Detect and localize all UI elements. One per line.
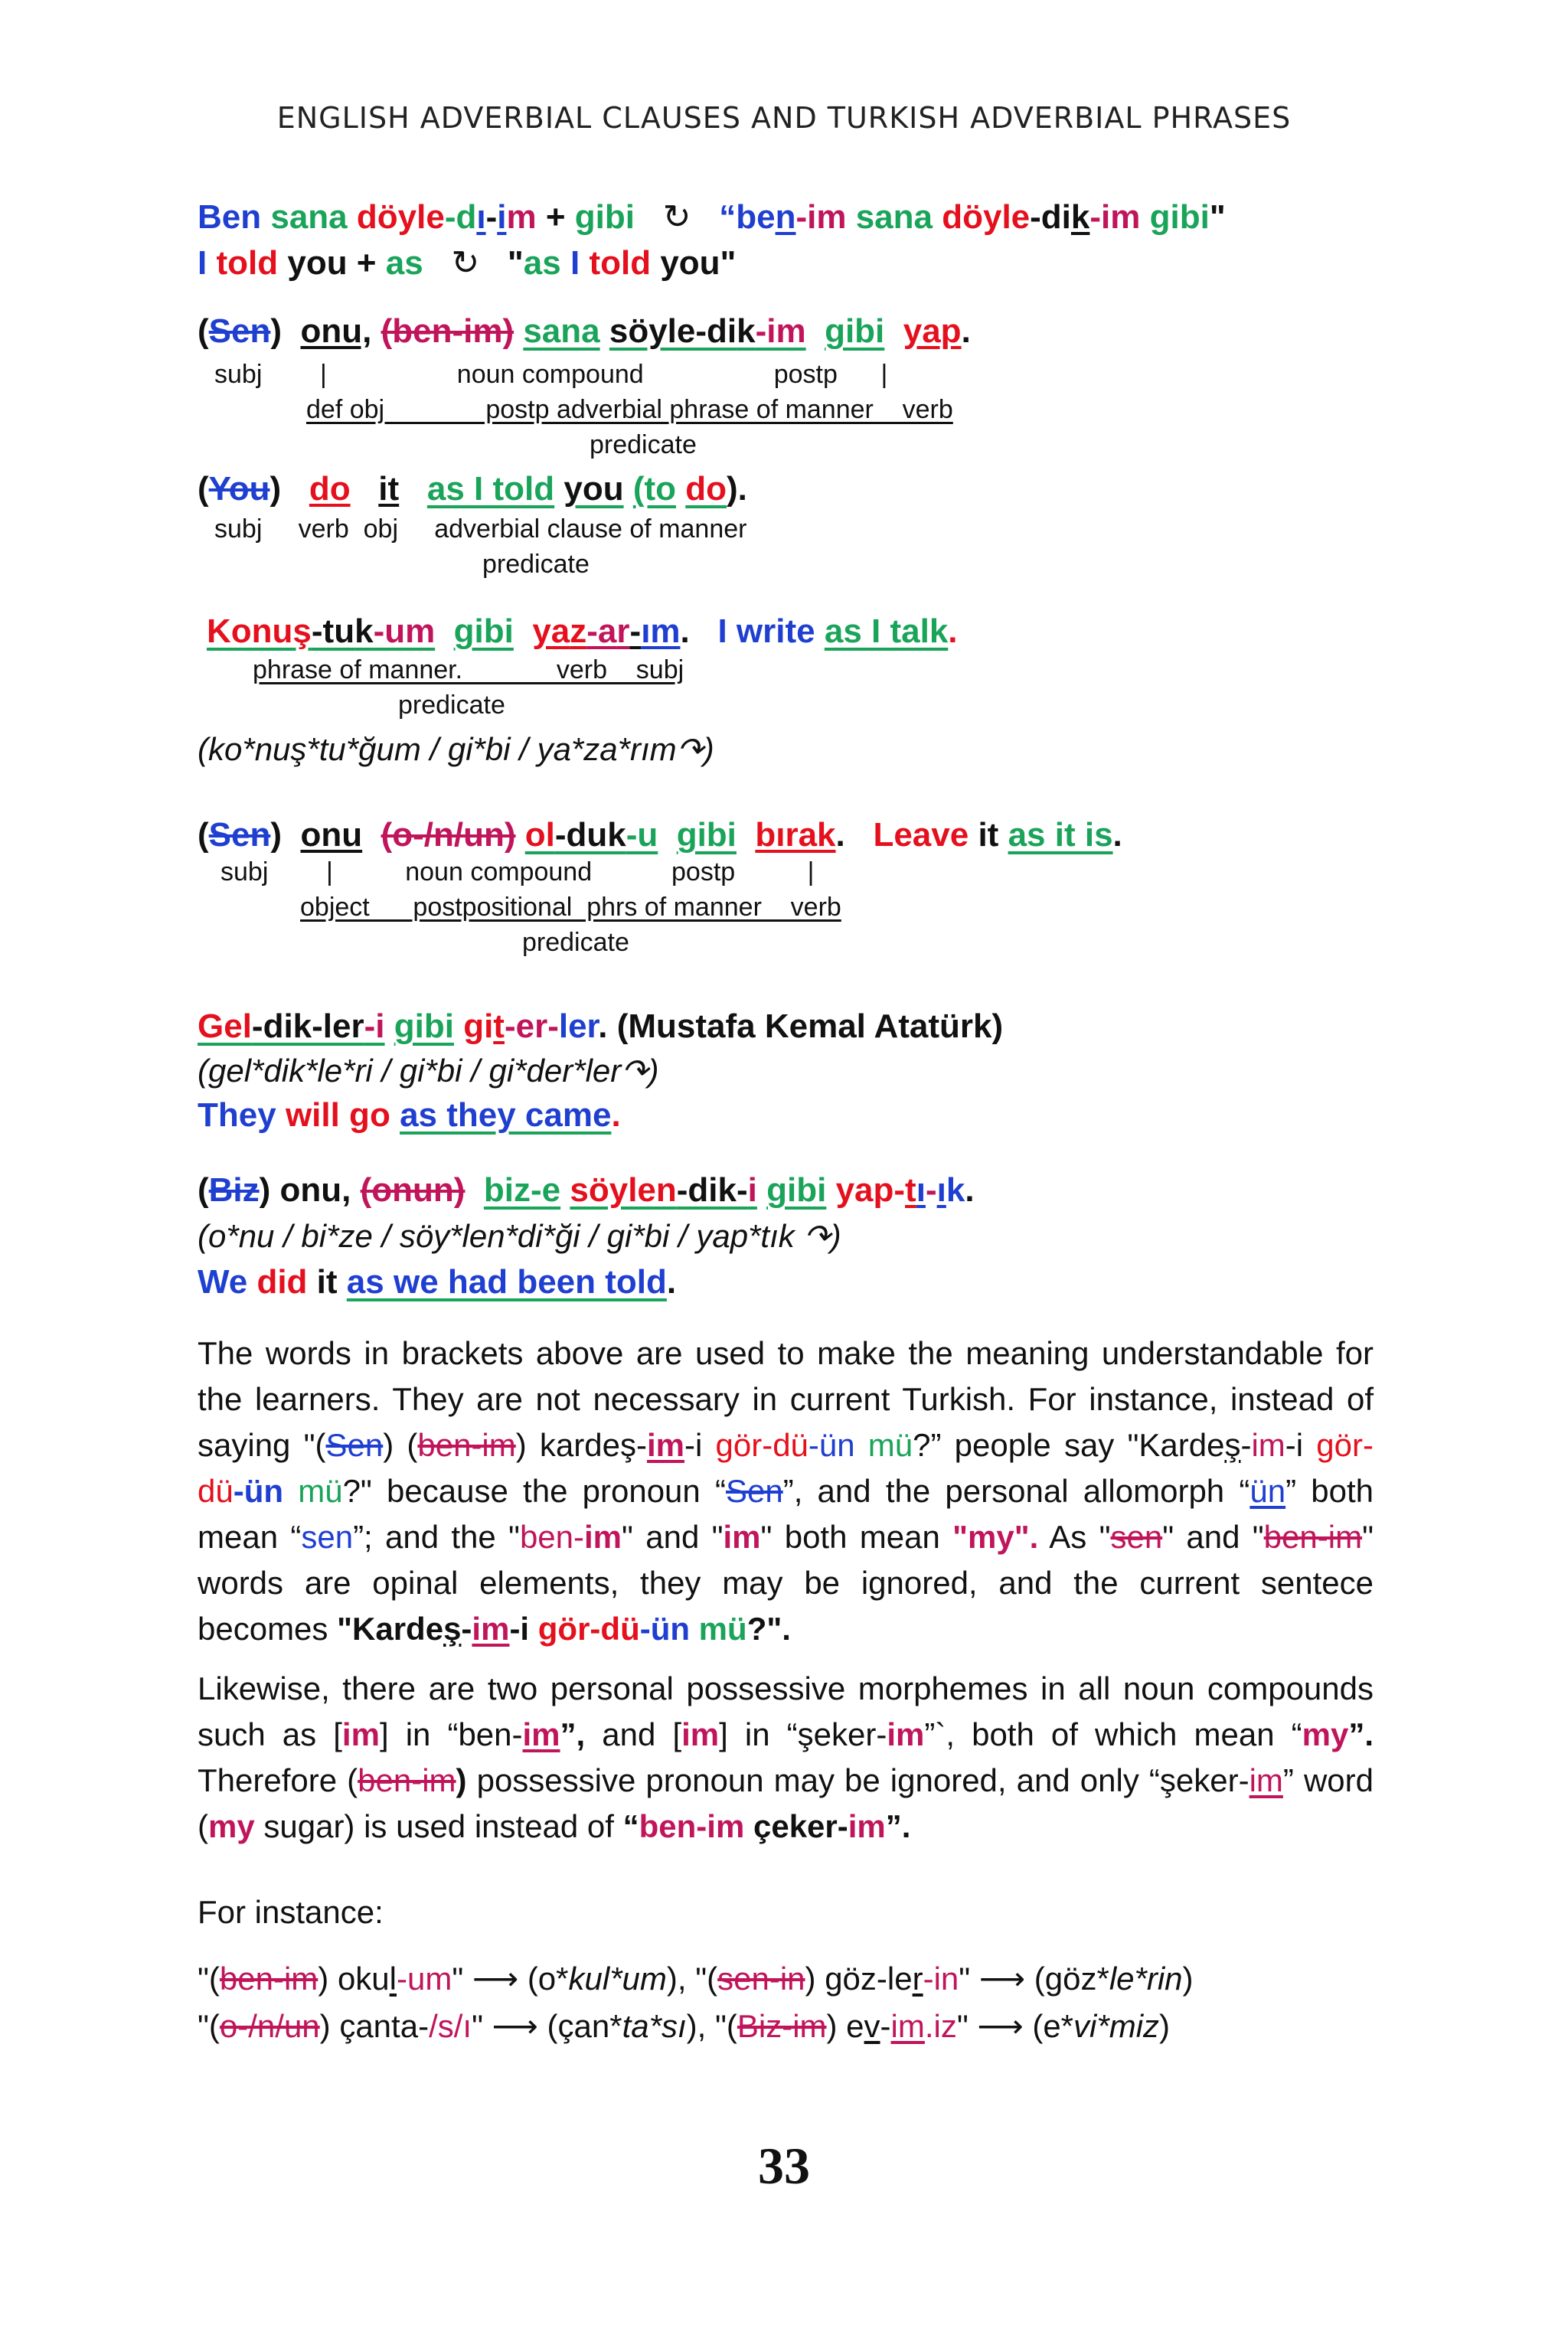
example-line-7: "(ben-im) okul-um" ⟶ (o*kul*um), "(sen-in) göz-ler-in" ⟶ (göz*le*rin) <box>198 1961 1194 1997</box>
ex6-pronunciation: (o*nu / bi*ze / söy*len*di*ği / gi*bi / yap*tık ↷) <box>198 1218 841 1254</box>
ex3-gloss-row-2: predicate <box>398 691 505 720</box>
ex2-gloss-row-4: subj verb obj adverbial clause of manner <box>214 514 747 544</box>
ex5-pronunciation: (gel*dik*le*ri / gi*bi / gi*der*ler↷) <box>198 1053 659 1089</box>
ex2-gloss-row-5: predicate <box>482 550 590 579</box>
explanation-paragraph-2: Likewise, there are two personal possessive morphemes in all noun compounds such as [im] in “ben-im”, and [im] in “şeker-im”`, both of which mean “my”. Therefore (ben-im) possessive pronoun may be ignored, and only “şeker-im” word (my sugar) is used instead of “ben-im çeker-im”. <box>198 1670 1374 1844</box>
for-instance-label: For instance: <box>198 1894 384 1930</box>
ex3-gloss-row-1: phrase of manner. verb subj <box>253 655 684 684</box>
ex6-english-line: We did it as we had been told. <box>198 1263 677 1301</box>
ex4-gloss-row-3: predicate <box>522 928 629 957</box>
ex4-gloss-row-2: object postpositional phrs of manner verb <box>300 893 841 922</box>
ex4-turkish-line: (Sen) onu (o-/n/un) ol-duk-u gibi bırak. Leave it as it is. <box>198 816 1122 854</box>
ex1-turkish-line: Ben sana döyle-dı-im + gibi ↻ “ben-im sana döyle-dik-im gibi" <box>198 198 1226 236</box>
ex2-gloss-row-3: predicate <box>590 430 697 459</box>
ex3-pronunciation: (ko*nuş*tu*ğum / gi*bi / ya*za*rım↷) <box>198 731 714 767</box>
explanation-paragraph-1: The words in brackets above are used to make the meaning understandable for the learners. They are not necessary in current Turkish. For instance, instead of saying "(Sen) (ben-im) kardeş-im-i gör-dü-ün mü?” people say "Kardeş-im-i gör-dü-ün mü?" because the pronoun “Sen”, and the personal allomorph “ün” both mean “sen”; and the "ben-im" and "im" both mean "my". As "sen" and "ben-im" words are opinal elements, they may be ignored, and the current sentece becomes "Kardeş-im-i gör-dü-ün mü?". <box>198 1335 1374 1647</box>
ex2-turkish-line: (Sen) onu, (ben-im) sana söyle-dik-im gibi yap. <box>198 312 971 350</box>
running-header: ENGLISH ADVERBIAL CLAUSES AND TURKISH ADVERBIAL PHRASES <box>276 101 1292 135</box>
ex5-english-line: They will go as they came. <box>198 1096 621 1134</box>
ex4-gloss-row-1: subj | noun compound postp | <box>220 857 815 887</box>
ex3-turkish-line: Konuş-tuk-um gibi yaz-ar-ım. I write as I talk. <box>207 612 958 650</box>
ex2-gloss-row-2: def obj postp adverbial phrase of manner verb <box>306 395 953 424</box>
cycle-icon: ↻ <box>662 198 691 236</box>
ex5-turkish-line: Gel-dik-ler-i gibi git-er-ler. (Mustafa Kemal Atatürk) <box>198 1007 1004 1045</box>
ex1-english-line: I told you + as ↻ "as I told you" <box>198 244 737 282</box>
ex2-english-line: (You) do it as I told you (to do). <box>198 470 747 508</box>
cycle-icon: ↻ <box>451 244 480 282</box>
page-number: 33 <box>758 2137 810 2195</box>
example-line-8: "(o-/n/un) çanta-/s/ı" ⟶ (çan*ta*sı), "(Biz-im) ev-im.iz" ⟶ (e*vi*miz) <box>198 2008 1171 2044</box>
ex2-gloss-row-1: subj | noun compound postp | <box>214 360 888 389</box>
ex6-turkish-line: (Biz) onu, (onun) biz-e söylen-dik-i gibi yap-tı-ık. <box>198 1171 975 1209</box>
